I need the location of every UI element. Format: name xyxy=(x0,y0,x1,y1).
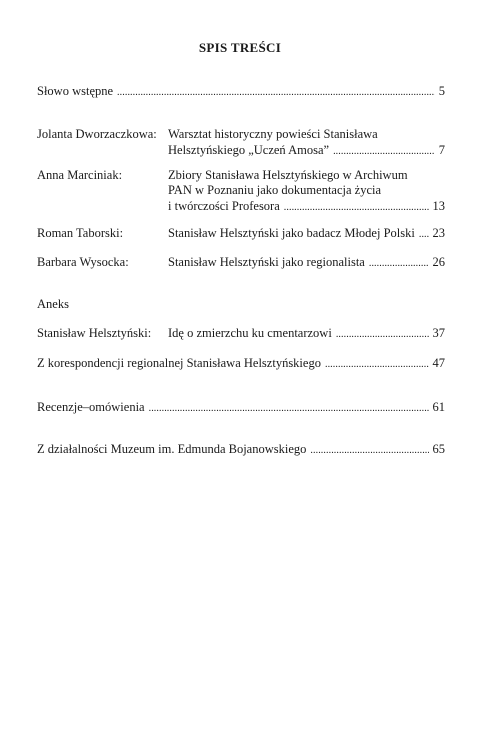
toc-entry-label: Słowo wstępne xyxy=(37,84,114,98)
toc-entry-recenzje[interactable] xyxy=(37,400,445,416)
toc-author-marciniak: Anna Marciniak: xyxy=(37,168,123,182)
dot-leader xyxy=(333,143,435,159)
toc-page-number: 65 xyxy=(432,442,445,456)
toc-title-line: Stanisław Helsztyński jako badacz Młodej Polski xyxy=(168,226,415,240)
toc-entry-muzeum[interactable] xyxy=(37,442,445,458)
toc-entry-label: Z działalności Muzeum im. Edmunda Bojanowskiego xyxy=(37,442,307,456)
toc-page-number: 26 xyxy=(432,255,445,269)
page-title: SPIS TREŚCI xyxy=(198,40,282,55)
toc-title-line: Helsztyńskiego „Uczeń Amosa” xyxy=(168,143,330,157)
toc-title-line[interactable]: PAN w Poznaniu jako dokumentacja życia xyxy=(168,183,382,197)
toc-entry-label: Recenzje–omówienia xyxy=(37,400,145,414)
section-heading-aneks: Aneks xyxy=(37,297,69,311)
toc-entry-slowo-wstepne[interactable] xyxy=(37,84,445,100)
toc-entry-wysocka[interactable] xyxy=(168,255,445,271)
toc-page-number: 47 xyxy=(432,356,445,370)
dot-leader xyxy=(336,326,429,342)
toc-page-number: 7 xyxy=(438,143,445,157)
toc-author-dworzaczkowa: Jolanta Dworzaczkowa: xyxy=(37,127,157,141)
toc-title-line: i twórczości Profesora xyxy=(168,199,280,213)
toc-author-taborski: Roman Taborski: xyxy=(37,226,124,240)
toc-page-number: 23 xyxy=(432,226,445,240)
toc-entry-marciniak[interactable] xyxy=(168,199,445,215)
toc-title-line: Idę o zmierzchu ku cmentarzowi xyxy=(168,326,332,340)
toc-entry-korespondencja[interactable] xyxy=(37,356,445,372)
dot-leader xyxy=(325,356,429,372)
toc-entry-taborski[interactable] xyxy=(168,226,445,242)
toc-page-number: 61 xyxy=(432,400,445,414)
toc-page-number: 13 xyxy=(432,199,445,213)
dot-leader xyxy=(149,400,429,416)
toc-page-number: 37 xyxy=(432,326,445,340)
dot-leader xyxy=(419,226,429,242)
toc-entry-label: Z korespondencji regionalnej Stanisława Helsztyńskiego xyxy=(37,356,321,370)
dot-leader xyxy=(117,84,435,100)
toc-author-helsztynski: Stanisław Helsztyński: xyxy=(37,326,152,340)
dot-leader xyxy=(284,199,429,215)
toc-title-line: Stanisław Helsztyński jako regionalista xyxy=(168,255,365,269)
toc-entry-helsztynski[interactable] xyxy=(168,326,445,342)
toc-page-number: 5 xyxy=(438,84,445,98)
toc-title-line[interactable]: Zbiory Stanisława Helsztyńskiego w Archiwum xyxy=(168,168,408,182)
toc-entry-dworzaczkowa[interactable] xyxy=(168,143,445,159)
dot-leader xyxy=(369,255,429,271)
toc-title-line[interactable]: Warsztat historyczny powieści Stanisława xyxy=(168,127,378,141)
toc-author-wysocka: Barbara Wysocka: xyxy=(37,255,129,269)
dot-leader xyxy=(310,442,428,458)
